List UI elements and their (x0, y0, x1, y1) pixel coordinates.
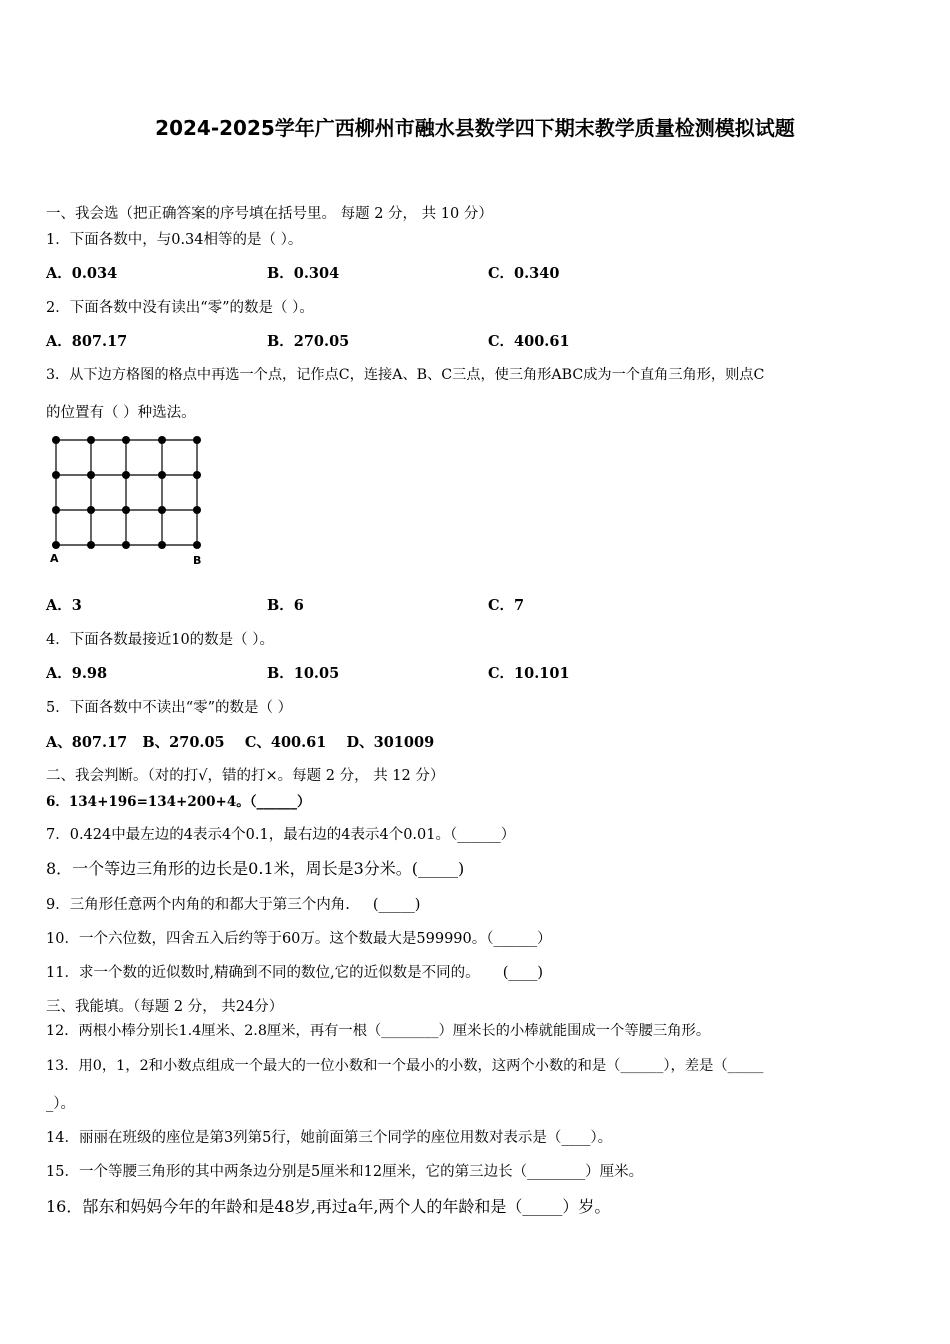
question-1: 1．下面各数中，与0.34相等的是（ ）。 (46, 232, 303, 248)
q3-option-b: B．6 (267, 597, 304, 614)
question-12: 12．两根小棒分别长1.4厘米、2.8厘米，再有一根（________）厘米长的小棒就能围成一个等腰三角形。 (46, 1023, 711, 1039)
question-13-line-1: 13．用0，1，2和小数点组成一个最大的一位小数和一个最小的小数，这两个小数的和是（______），差是（_____ (46, 1058, 764, 1074)
page-title: 2024-2025学年广西柳州市融水县数学四下期末教学质量检测模拟试题 (155, 116, 795, 140)
question-13-line-2: _）。 (46, 1096, 75, 1112)
question-6: 6．134+196=134+200+4。（______） (46, 794, 311, 810)
q4-option-b: B．10.05 (267, 665, 340, 682)
q1-option-b: B．0.304 (267, 265, 340, 282)
question-4: 4．下面各数最接近10的数是（ ）。 (46, 632, 275, 648)
q4-option-c: C．10.101 (488, 665, 570, 682)
q4-option-a: A．9.98 (46, 665, 108, 682)
point-b-label: B (193, 554, 202, 567)
question-9: 9．三角形任意两个内角的和都大于第三个内角. (_____) (46, 897, 421, 913)
question-10: 10．一个六位数，四舍五入后约等于60万。这个数最大是599990。（______） (46, 931, 552, 947)
q3-option-c: C．7 (488, 597, 525, 614)
question-5: 5．下面各数中不读出“零”的数是（ ） (46, 700, 293, 716)
question-14: 14．丽丽在班级的座位是第3列第5行，她前面第三个同学的座位用数对表示是（____）。 (46, 1130, 613, 1146)
question-3-line-1: 3．从下边方格图的格点中再选一个点，记作点C，连接A、B、C三点，使三角形ABC成为一个直角三角形，则点C (46, 367, 765, 383)
section-3-heading: 三、我能填。（每题 2 分， 共24分） (46, 999, 284, 1015)
q2-option-c: C．400.61 (488, 333, 570, 350)
point-a-label: A (50, 552, 59, 565)
q2-option-a: A．807.17 (46, 333, 128, 350)
question-7: 7．0.424中最左边的4表示4个0.1，最右边的4表示4个0.01。（______） (46, 827, 516, 843)
question-3-line-2: 的位置有（ ）种选法。 (46, 405, 196, 421)
q1-option-c: C．0.340 (488, 265, 560, 282)
question-11: 11．求一个数的近似数时,精确到不同的数位,它的近似数是不同的。 (____) (46, 965, 544, 981)
q5-options: A、807.17 B、270.05 C、400.61 D、301009 (46, 734, 435, 751)
question-8: 8．一个等边三角形的边长是0.1米，周长是3分米。(_____) (46, 859, 465, 878)
q3-option-a: A．3 (46, 597, 82, 614)
q1-option-a: A．0.034 (46, 265, 118, 282)
question-15: 15．一个等腰三角形的其中两条边分别是5厘米和12厘米，它的第三边长（________）厘米。 (46, 1164, 644, 1180)
section-1-heading: 一、我会选（把正确答案的序号填在括号里。 每题 2 分， 共 10 分） (46, 206, 493, 222)
q2-option-b: B．270.05 (267, 333, 350, 350)
question-2: 2．下面各数中没有读出“零”的数是（ ）。 (46, 300, 314, 316)
dot-grid-figure (46, 433, 216, 568)
section-2-heading: 二、我会判断。（对的打√，错的打×。每题 2 分， 共 12 分） (46, 768, 445, 784)
question-16: 16．郜东和妈妈今年的年龄和是48岁,再过a年,两个人的年龄和是（_____）岁。 (46, 1197, 611, 1216)
